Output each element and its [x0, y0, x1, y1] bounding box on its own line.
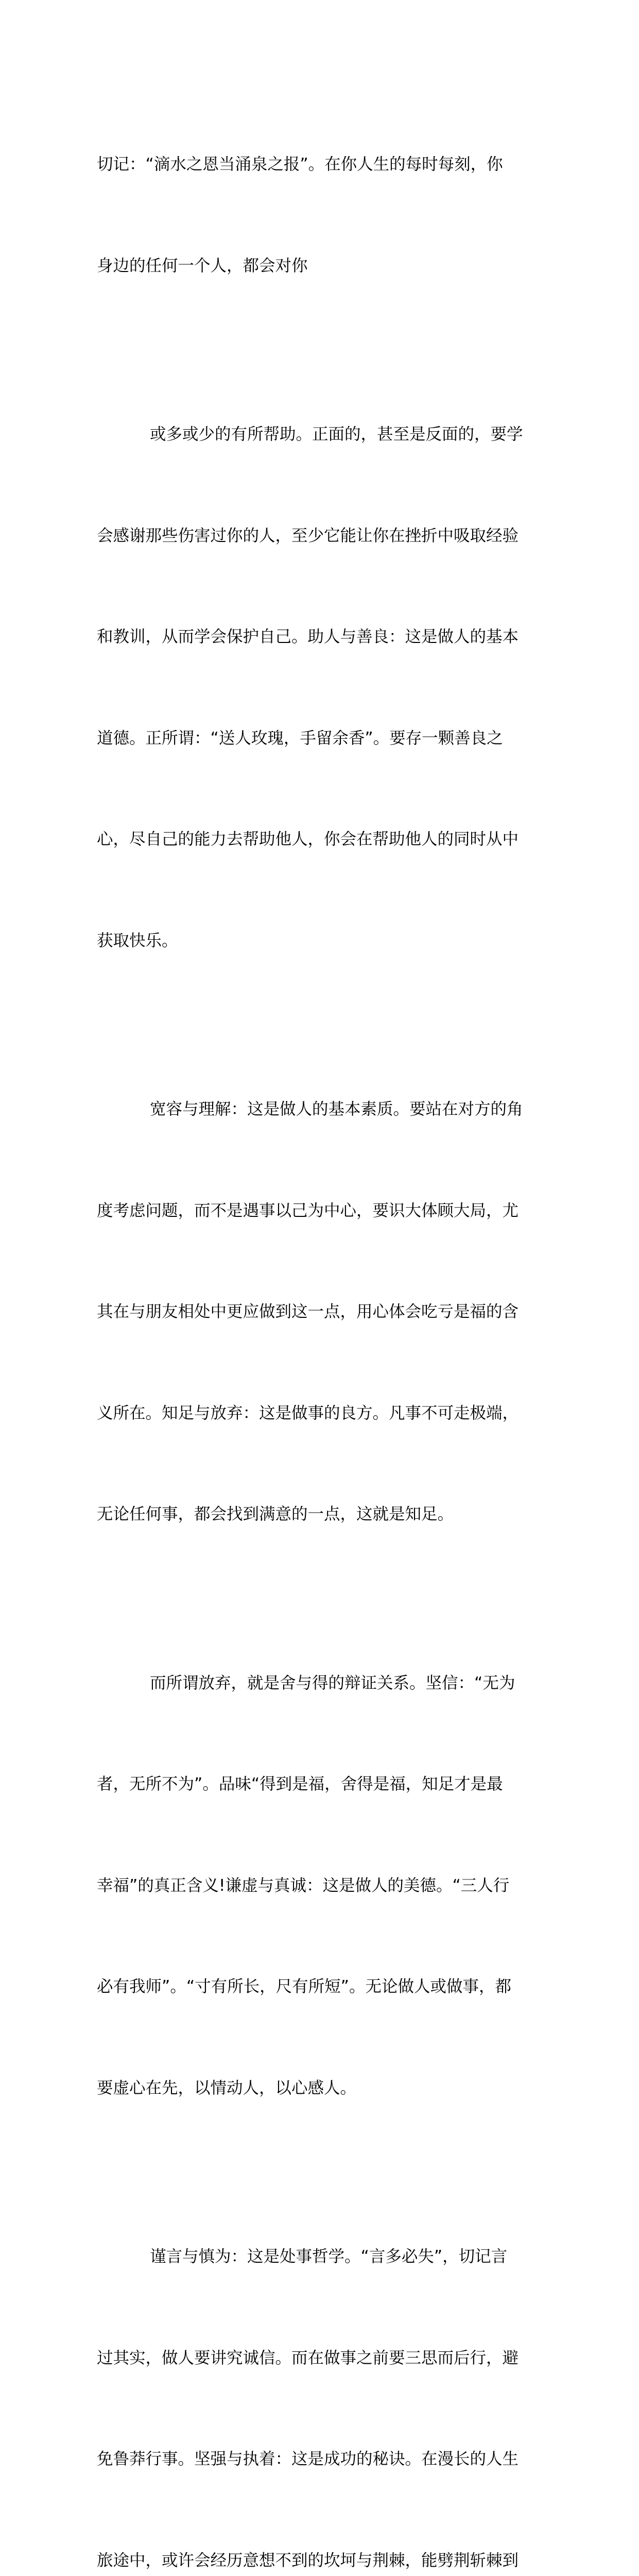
text-line: 者，无所不为”。品味“得到是福，舍得是福，知足才是最 — [97, 1768, 550, 1802]
text-line: 必有我师”。“寸有所长，尺有所短”。无论做人或做事，都 — [97, 1970, 550, 2004]
text-line: 旅途中，或许会经历意想不到的坎坷与荆棘，能劈荆斩棘到 — [97, 2544, 550, 2576]
text-line: 而所谓放弃，就是舍与得的辩证关系。坚信：“无为 — [97, 1667, 550, 1701]
text-line: 或多或少的有所帮助。正面的，甚至是反面的，要学 — [97, 418, 550, 452]
body-text — [97, 80, 550, 2576]
text-line: 切记：“滴水之恩当涌泉之报”。在你人生的每时每刻，你 — [97, 148, 550, 182]
text-line: 会感谢那些伤害过你的人，至少它能让你在挫折中吸取经验 — [97, 519, 550, 553]
paragraph-2 — [97, 350, 550, 1025]
text-line: 道德。正所谓：“送人玫瑰，手留余香”。要存一颗善良之 — [97, 722, 550, 756]
text-line: 义所在。知足与放弃：这是做事的良方。凡事不可走极端， — [97, 1397, 550, 1431]
text-line: 要虚心在先，以情动人，以心感人。 — [97, 2072, 550, 2106]
text-line: 过其实，做人要讲究诚信。而在做事之前要三思而后行，避 — [97, 2342, 550, 2376]
text-line: 身边的任何一个人，都会对你 — [97, 249, 550, 283]
text-line: 获取快乐。 — [97, 924, 550, 958]
text-line: 免鲁莽行事。坚强与执着：这是成功的秘诀。在漫长的人生 — [97, 2443, 550, 2477]
text-line: 其在与朋友相处中更应做到这一点，用心体会吃亏是福的含 — [97, 1295, 550, 1329]
text-line: 幸福”的真正含义!谦虚与真诚：这是做人的美德。“三人行 — [97, 1869, 550, 1903]
document-page — [0, 0, 639, 904]
paragraph-1 — [97, 80, 550, 350]
paragraph-3 — [97, 1025, 550, 1599]
text-line: 度考虑问题，而不是遇事以己为中心，要识大体顾大局，尤 — [97, 1194, 550, 1228]
text-line: 和教训，从而学会保护自己。助人与善良：这是做人的基本 — [97, 620, 550, 654]
paragraph-4 — [97, 1599, 550, 2173]
text-line: 宽容与理解：这是做人的基本素质。要站在对方的角 — [97, 1093, 550, 1127]
text-line: 心，尽自己的能力去帮助他人，你会在帮助他人的同时从中 — [97, 823, 550, 857]
paragraph-5 — [97, 2173, 550, 2576]
text-line: 无论任何事，都会找到满意的一点，这就是知足。 — [97, 1498, 550, 1532]
text-line: 谨言与慎为：这是处事哲学。“言多必失”，切记言 — [97, 2240, 550, 2274]
